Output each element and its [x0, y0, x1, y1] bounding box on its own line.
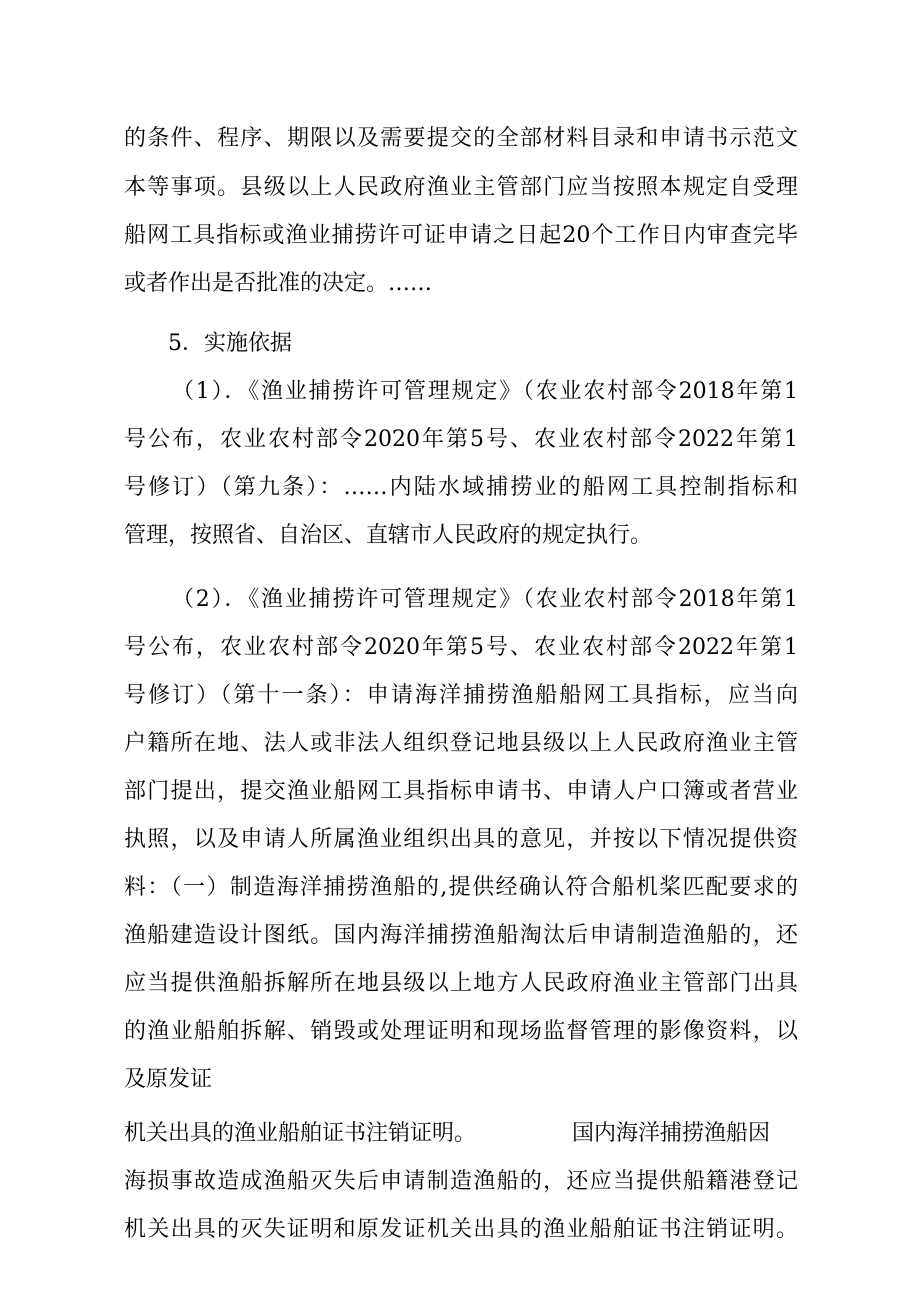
text-line: 船网工具指标或渔业捕捞许可证申请之日起20个工作日内审查完毕	[124, 223, 798, 248]
text-line: 号公布，农业农村部令2020年第5号、农业农村部令2022年第1	[124, 635, 798, 660]
text-line: 的条件、程序、期限以及需要提交的全部材料目录和申请书示范文	[124, 126, 798, 151]
text-line: 号修订）（第九条）：……内陆水域捕捞业的船网工具控制指标和	[124, 475, 798, 500]
text-line: 管理，按照省、自治区、直辖市人民政府的规定执行。	[124, 523, 653, 548]
text-line: 及原发证	[124, 1067, 213, 1092]
text-line: 料：（一）制造海洋捕捞渔船的,提供经确认符合船机桨匹配要求的	[124, 875, 798, 900]
text-line: 海损事故造成渔船灭失后申请制造渔船的，还应当提供船籍港登记	[124, 1169, 798, 1194]
text-line: 机关出具的灭失证明和原发证机关出具的渔业船舶证书注销证明。	[124, 1217, 798, 1242]
text-line: 国内海洋捕捞渔船因	[572, 1121, 771, 1146]
text-line: （1）．《渔业捕捞许可管理规定》（农业农村部令2018年第1	[172, 379, 798, 404]
text-line: 号修订）（第十一条）：申请海洋捕捞渔船船网工具指标，应当向	[124, 683, 798, 708]
text-line: 部门提出，提交渔业船网工具指标申请书、申请人户口簿或者营业	[124, 779, 798, 804]
text-line: 的渔业船舶拆解、销毁或处理证明和现场监督管理的影像资料，以	[124, 1019, 798, 1044]
text-line: 户籍所在地、法人或非法人组织登记地县级以上人民政府渔业主管	[124, 731, 798, 756]
text-line: 或者作出是否批准的决定。……	[124, 271, 433, 296]
text-line: 机关出具的渔业船舶证书注销证明。	[124, 1121, 477, 1146]
text-line: 执照，以及申请人所属渔业组织出具的意见，并按以下情况提供资	[124, 827, 798, 852]
text-line: 号公布，农业农村部令2020年第5号、农业农村部令2022年第1	[124, 427, 798, 452]
text-line: 本等事项。县级以上人民政府渔业主管部门应当按照本规定自受理	[124, 175, 798, 200]
section-heading: 5．实施依据	[168, 331, 292, 356]
text-line: 渔船建造设计图纸。国内海洋捕捞渔船淘汰后申请制造渔船的，还	[124, 923, 798, 948]
text-line: （2）．《渔业捕捞许可管理规定》（农业农村部令2018年第1	[172, 587, 798, 612]
text-line: 应当提供渔船拆解所在地县级以上地方人民政府渔业主管部门出具	[124, 971, 798, 996]
